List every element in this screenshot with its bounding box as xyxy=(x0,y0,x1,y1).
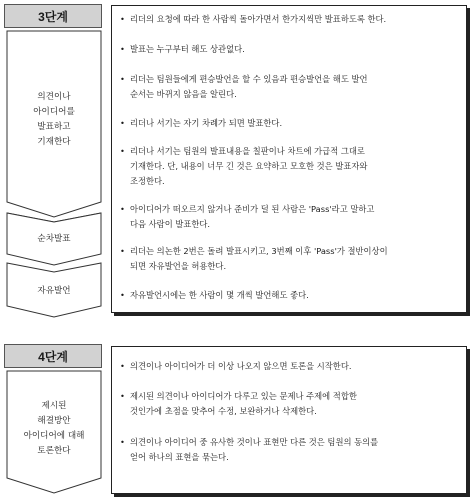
stage3-panel xyxy=(111,5,467,313)
stage3-item: • 아이디어가 떠오르지 않거나 준비가 덜 된 사람은 'Pass'라고 말하고 다음 사람이 발표한다. xyxy=(120,202,460,232)
bullet-icon: • xyxy=(120,204,125,214)
stage4-panel xyxy=(111,346,467,494)
bullet-icon: • xyxy=(120,290,125,300)
bullet-icon: • xyxy=(120,14,125,24)
stage4-title: 4단계 xyxy=(38,349,68,364)
stage3-item: • 리더나 서기는 팀원의 발표내용을 칠판이나 차트에 가급적 그대로 기재한다. 단, 내용이 너무 긴 것은 요약하고 모호한 것은 발표자와 조정한다. xyxy=(120,144,460,189)
stage3-item: • 리더의 요청에 따라 한 사람씩 돌아가면서 한가지씩만 발표하도록 한다. xyxy=(120,12,460,27)
bullet-icon: • xyxy=(120,118,125,128)
bullet-icon: • xyxy=(120,391,125,401)
bullet-icon: • xyxy=(120,74,125,84)
bullet-icon: • xyxy=(120,361,125,371)
stage3-header xyxy=(4,4,102,28)
stage3-step-sequential xyxy=(6,212,102,266)
stage3-step-sequential-label: 순차발표 xyxy=(37,233,71,244)
stage3-title: 3단계 xyxy=(38,9,68,24)
bullet-icon: • xyxy=(120,44,125,54)
stage3-item: • 리더나 서기는 자기 차례가 되면 발표한다. xyxy=(120,116,460,131)
stage3-step-idea xyxy=(6,30,102,218)
stage3-item: • 리더는 팀원들에게 편승발언을 할 수 있음과 편승발언을 해도 발언 순서는 바뀌지 않음을 알린다. xyxy=(120,72,460,102)
stage3-item: • 발표는 누구부터 해도 상관없다. xyxy=(120,42,460,57)
stage3-step-idea-label: 의견이나 아이디어를 발표하고 기재한다 xyxy=(33,92,75,147)
bullet-icon: • xyxy=(120,146,125,156)
bullet-icon: • xyxy=(120,246,125,256)
stage4-item: • 의견이나 아이디어가 더 이상 나오지 않으면 토론을 시작한다. xyxy=(120,359,460,374)
stage4-step-discuss-label: 제시된 해결방안 아이디어에 대해 토론한다 xyxy=(23,401,85,456)
stage4-item: • 의견이나 아이디어 중 유사한 것이나 표현만 다른 것은 팀원의 동의를 얻어 하나의 표현을 묶는다. xyxy=(120,435,460,465)
bullet-icon: • xyxy=(120,437,125,447)
stage3-item: • 리더는 의논한 2번은 돌려 발표시키고, 3번째 이후 'Pass'가 절반이상이 되면 자유발언을 허용한다. xyxy=(120,244,460,274)
stage3-step-free-label: 자유발언 xyxy=(37,285,71,296)
stage3-item: • 자유발언시에는 한 사람이 몇 개씩 발언해도 좋다. xyxy=(120,288,460,303)
stage3-step-free xyxy=(6,262,102,318)
stage4-header xyxy=(4,344,102,368)
stage4-item: • 제시된 의견이나 아이디어가 다루고 있는 문제나 주제에 적합한 것인가에 초점을 맞추어 수정, 보완하거나 삭제한다. xyxy=(120,389,460,419)
stage4-step-discuss xyxy=(6,370,102,494)
